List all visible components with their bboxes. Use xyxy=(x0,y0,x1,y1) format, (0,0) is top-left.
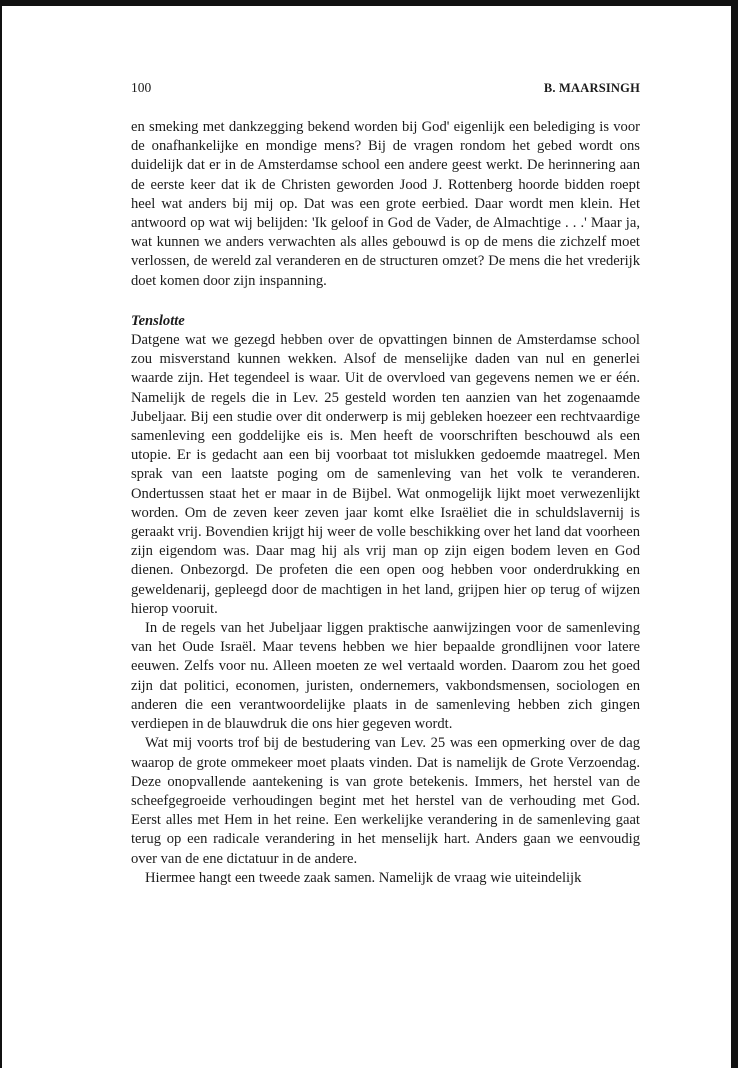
page-header xyxy=(131,80,640,102)
scan-border-top xyxy=(0,0,738,6)
paragraph: In de regels van het Jubeljaar liggen praktische aanwijzingen voor de samenleving van het Oude Israël. Maar tevens hebben we hier bepaalde grondlijnen voor latere eeuwen. Zelfs voor nu. Alleen moeten ze wel vertaald worden. Daarom zou het goed zijn dat politici, economen, juristen, ondernemers, vakbondsmensen, sociologen en anderen die een verantwoordelijke plaats in de samenleving hebben zich gingen verdiepen in de blauwdruk die ons hier gegeven wordt. xyxy=(131,620,640,733)
page-number: 100 xyxy=(131,80,152,95)
section-gap xyxy=(131,291,640,312)
body-text xyxy=(131,118,640,888)
paragraph: Wat mij voorts trof bij de bestudering van Lev. 25 was een opmerking over de dag waarop de grote ommekeer moet plaats vinden. Dat is namelijk de Grote Verzoendag. Deze onopvallende aantekening is van grote betekenis. Immers, het herstel van de scheefgegroeide verhoudingen begint met het herstel van de verhouding met God. Eerst alles met Hem in het reine. Een werkelijke verandering in de samenleving gaat terug op een radicale verandering in het menselijk hart. Anders gaan we eenvoudig over van de ene dictatuur in de andere. xyxy=(131,735,640,867)
section-heading: Tenslotte xyxy=(131,312,185,329)
scan-border-left xyxy=(0,0,2,1068)
paragraph: Hiermee hangt een tweede zaak samen. Namelijk de vraag wie uiteindelijk xyxy=(145,869,582,886)
page xyxy=(131,80,640,888)
paragraph: Datgene wat we gezegd hebben over de opvattingen binnen de Amsterdamse school zou misverstand kunnen wekken. Alsof de menselijke daden van nul en generlei waarde zijn. Het tegendeel is waar. Uit de overvloed van gegevens nemen we er één. Namelijk de regels die in Lev. 25 gesteld worden ten aanzien van het zogenaamde Jubeljaar. Bij een studie over dit onderwerp is mij gebleken hoezeer een rechtvaardige samenleving een goddelijke eis is. Men heeft de voorschriften beschouwd als een utopie. Er is gedacht aan een bij voorbaat tot mislukken gedoemde maatregel. Men sprak van een laatste poging om de samenleving van het volk te veranderen. Ondertussen staat het er maar in de Bijbel. Wat onmogelijk lijkt moet verwezenlijkt worden. Om de zeven keer zeven jaar komt elke Israëliet die in schuldslavernij is geraakt vrij. Bovendien krijgt hij weer de volle beschikking over het land dat voorheen zijn eigendom was. Daar mag hij als vrij man op zijn eigen bodem leven en God dienen. Onbezorgd. De profeten die een open oog hebben voor onderdrukking en geweldenarij, gepleegd door de machtigen in het land, grijpen hier op terug of wijzen hierop vooruit. xyxy=(131,332,640,617)
running-head: B. MAARSINGH xyxy=(543,81,640,95)
scan-border-right xyxy=(731,0,738,1068)
paragraph: en smeking met dankzegging bekend worden bij God' eigenlijk een belediging is voor de onafhankelijke en mondige mens? Bij de vragen rondom het gebed wordt ons duidelijk dat er in de Amsterdamse school een andere geest werkt. De herinnering aan de eerste keer dat ik de Christen geworden Jood J. Rottenberg hoorde bidden roept heel wat anders bij mij op. Dat was een grote eerbied. Daar wordt men klein. Het antwoord op wat wij belijden: 'Ik geloof in God de Vader, de Almachtige . . .' Maar ja, wat kunnen we anders verwachten als alles gebouwd is op de mens die zichzelf moet verlossen, de wereld zal veranderen en de structuren omzet? De mens die het vrederijk doet komen door zijn inspanning. xyxy=(131,119,640,289)
